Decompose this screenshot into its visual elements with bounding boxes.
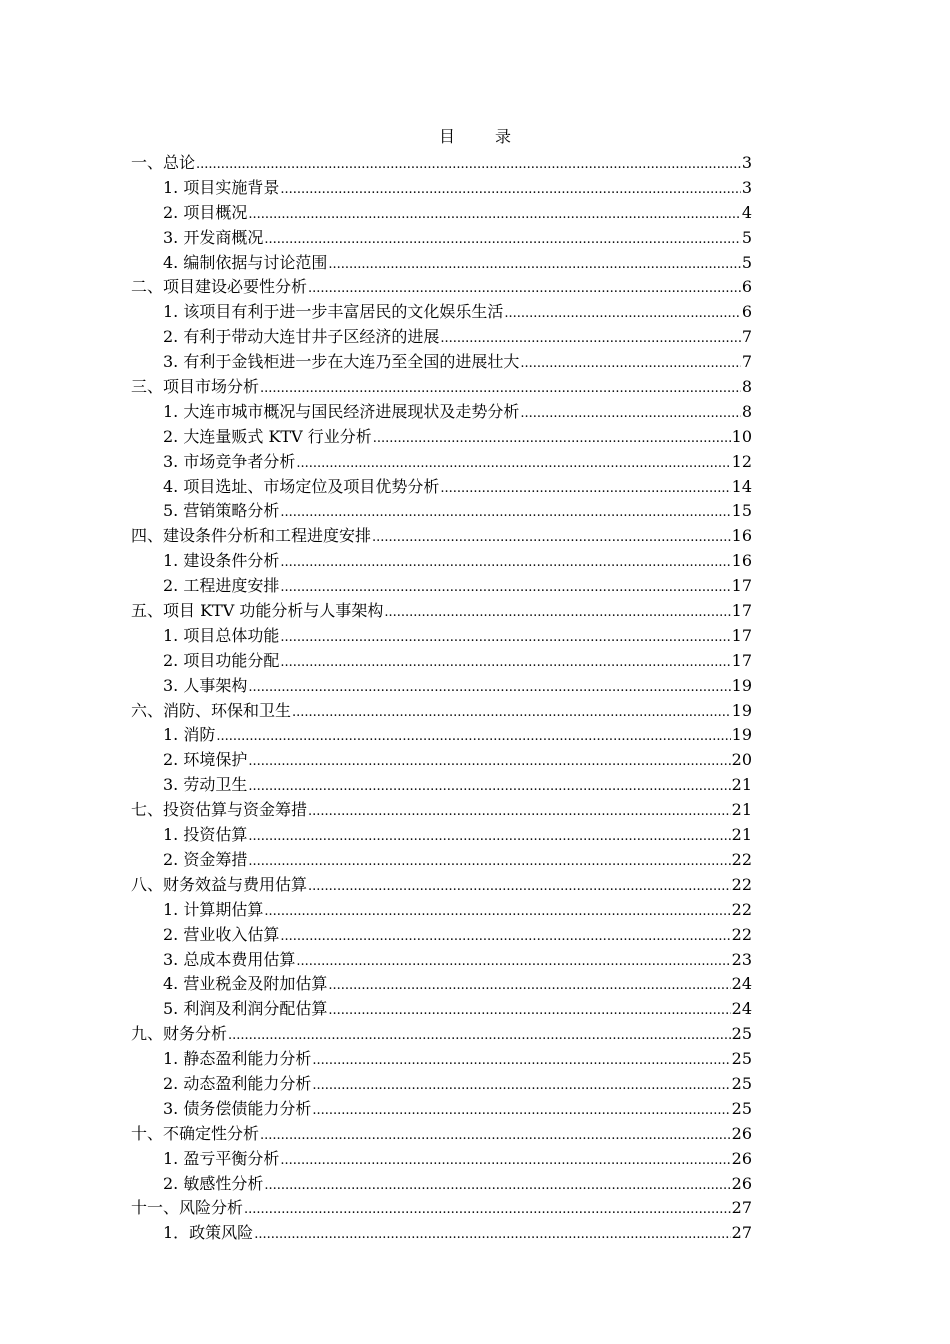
- toc-chapter-entry[interactable]: [0, 798, 752, 823]
- toc-page-number: 8: [741, 401, 752, 421]
- toc-page-number: 21: [731, 800, 752, 820]
- toc-leader-dots: [308, 275, 741, 302]
- toc-leader-dots: [328, 997, 730, 1024]
- toc-section-entry[interactable]: [0, 773, 752, 798]
- toc-section-entry[interactable]: [0, 450, 752, 475]
- toc-leader-dots: [280, 549, 730, 576]
- toc-page-number: 16: [731, 526, 752, 546]
- toc-page-number: 24: [731, 974, 752, 994]
- toc-leader-dots: [312, 1097, 730, 1124]
- toc-leader-dots: [440, 325, 740, 352]
- toc-page-number: 25: [731, 1024, 752, 1044]
- toc-leader-dots: [216, 723, 730, 750]
- toc-section-entry[interactable]: [0, 499, 752, 524]
- toc-entry-title: 3. 债务偿债能力分析: [163, 1098, 312, 1118]
- toc-leader-dots: [260, 375, 741, 402]
- toc-leader-dots: [228, 1022, 731, 1049]
- toc-entry-title: 一、总论: [131, 153, 196, 172]
- toc-entry-title: 3. 开发商概况: [163, 227, 264, 247]
- toc-page-number: 5: [741, 252, 752, 272]
- toc-page-number: 14: [731, 476, 752, 496]
- toc-section-entry[interactable]: [0, 1097, 752, 1122]
- toc-entry-title: 2. 动态盈利能力分析: [163, 1073, 312, 1093]
- toc-entry-title: 3. 市场竞争者分析: [163, 451, 296, 471]
- toc-leader-dots: [504, 300, 740, 327]
- toc-entry-title: 1．政策风险: [163, 1223, 254, 1243]
- toc-section-entry[interactable]: [0, 1147, 752, 1172]
- toc-entry-title: 七、投资估算与资金筹措: [131, 800, 308, 820]
- toc-leader-dots: [280, 1147, 730, 1174]
- toc-section-entry[interactable]: [0, 923, 752, 948]
- toc-page-number: 17: [731, 601, 752, 621]
- toc-page-number: 17: [731, 650, 752, 670]
- toc-leader-dots: [520, 350, 740, 377]
- toc-chapter-entry[interactable]: [0, 699, 752, 724]
- toc-list: [0, 151, 752, 1246]
- toc-page-number: 23: [731, 949, 752, 969]
- toc-section-entry[interactable]: [0, 201, 752, 226]
- toc-entry-title: 1. 建设条件分析: [163, 551, 280, 571]
- toc-page-number: 21: [731, 825, 752, 845]
- toc-leader-dots: [384, 599, 730, 626]
- toc-entry-title: 2. 有利于带动大连甘井子区经济的进展: [163, 327, 440, 347]
- toc-leader-dots: [248, 773, 730, 800]
- toc-chapter-entry[interactable]: [0, 873, 752, 898]
- toc-page-number: 8: [741, 377, 752, 397]
- toc-entry-title: 1. 盈亏平衡分析: [163, 1148, 280, 1168]
- toc-leader-dots: [292, 699, 731, 726]
- toc-page-number: 21: [731, 775, 752, 795]
- toc-entry-title: 2. 大连量贩式 KTV 行业分析: [163, 426, 372, 446]
- toc-section-entry[interactable]: [0, 549, 752, 574]
- toc-page-number: 6: [741, 277, 752, 297]
- toc-section-entry[interactable]: [0, 1172, 752, 1197]
- toc-page-number: 15: [731, 501, 752, 521]
- toc-page-number: 22: [731, 899, 752, 919]
- toc-entry-title: 三、项目市场分析: [131, 377, 260, 397]
- toc-page-number: 24: [731, 999, 752, 1019]
- toc-entry-title: 2. 环境保护: [163, 750, 248, 770]
- toc-section-entry[interactable]: [0, 624, 752, 649]
- toc-leader-dots: [280, 574, 730, 601]
- toc-leader-dots: [196, 151, 741, 178]
- toc-leader-dots: [520, 400, 740, 427]
- toc-entry-title: 3. 总成本费用估算: [163, 949, 296, 969]
- toc-entry-title: 1. 该项目有利于进一步丰富居民的文化娱乐生活: [163, 302, 504, 322]
- toc-entry-title: 4. 项目选址、市场定位及项目优势分析: [163, 476, 440, 496]
- toc-entry-title: 5. 营销策略分析: [163, 501, 280, 521]
- toc-section-entry[interactable]: [0, 300, 752, 325]
- toc-entry-title: 3. 有利于金钱柜进一步在大连乃至全国的进展壮大: [163, 352, 520, 372]
- toc-heading-left: 目: [438, 127, 455, 146]
- toc-page-number: 7: [741, 327, 752, 347]
- toc-heading-right: 录: [495, 127, 512, 146]
- toc-leader-dots: [328, 251, 740, 278]
- toc-leader-dots: [296, 450, 730, 477]
- toc-page-number: 16: [731, 551, 752, 571]
- toc-section-entry[interactable]: [0, 848, 752, 873]
- toc-entry-title: 十一、风险分析: [131, 1198, 244, 1218]
- toc-leader-dots: [312, 1072, 730, 1099]
- toc-page-number: 3: [741, 153, 752, 172]
- toc-leader-dots: [248, 848, 730, 875]
- toc-entry-title: 4. 营业税金及附加估算: [163, 974, 328, 994]
- toc-chapter-entry[interactable]: [0, 1122, 752, 1147]
- toc-section-entry[interactable]: [0, 649, 752, 674]
- toc-page-number: 6: [741, 302, 752, 322]
- toc-leader-dots: [280, 649, 730, 676]
- toc-entry-title: 2. 资金筹措: [163, 849, 248, 869]
- toc-entry-title: 1. 计算期估算: [163, 899, 264, 919]
- toc-page-number: 22: [731, 849, 752, 869]
- toc-entry-title: 3. 劳动卫生: [163, 775, 248, 795]
- toc-section-entry[interactable]: [0, 475, 752, 500]
- toc-leader-dots: [244, 1196, 731, 1223]
- toc-section-entry[interactable]: [0, 674, 752, 699]
- toc-leader-dots: [440, 475, 730, 502]
- toc-entry-title: 5. 利润及利润分配估算: [163, 999, 328, 1019]
- toc-leader-dots: [254, 1221, 730, 1248]
- toc-entry-title: 十、不确定性分析: [131, 1123, 260, 1143]
- toc-page-number: 25: [731, 1098, 752, 1118]
- toc-leader-dots: [328, 972, 730, 999]
- toc-page-number: 17: [731, 576, 752, 596]
- toc-entry-title: 四、建设条件分析和工程进度安排: [131, 526, 372, 546]
- toc-chapter-entry[interactable]: [0, 1022, 752, 1047]
- toc-entry-title: 2. 项目功能分配: [163, 650, 280, 670]
- toc-leader-dots: [372, 524, 731, 551]
- toc-page-number: 27: [731, 1198, 752, 1218]
- toc-entry-title: 二、项目建设必要性分析: [131, 277, 308, 297]
- toc-section-entry[interactable]: [0, 997, 752, 1022]
- toc-page-number: 7: [741, 352, 752, 372]
- toc-page-number: 26: [731, 1173, 752, 1193]
- toc-chapter-entry[interactable]: [0, 375, 752, 400]
- toc-leader-dots: [280, 923, 730, 950]
- toc-entry-title: 八、财务效益与费用估算: [131, 874, 308, 894]
- toc-page-number: 22: [731, 874, 752, 894]
- toc-entry-title: 2. 营业收入估算: [163, 924, 280, 944]
- toc-chapter-entry[interactable]: [0, 151, 752, 176]
- toc-chapter-entry[interactable]: [0, 1196, 752, 1221]
- toc-leader-dots: [264, 898, 730, 925]
- toc-page-number: 12: [731, 451, 752, 471]
- toc-page-number: 5: [741, 227, 752, 247]
- toc-section-entry[interactable]: [0, 176, 752, 201]
- toc-leader-dots: [280, 499, 730, 526]
- toc-section-entry[interactable]: [0, 425, 752, 450]
- toc-section-entry[interactable]: [0, 325, 752, 350]
- toc-page-number: 10: [731, 426, 752, 446]
- toc-section-entry[interactable]: [0, 226, 752, 251]
- toc-section-entry[interactable]: [0, 948, 752, 973]
- toc-leader-dots: [264, 226, 740, 253]
- toc-chapter-entry[interactable]: [0, 599, 752, 624]
- toc-section-entry[interactable]: [0, 400, 752, 425]
- toc-entry-title: 1. 静态盈利能力分析: [163, 1049, 312, 1069]
- toc-section-entry[interactable]: [0, 972, 752, 997]
- toc-leader-dots: [280, 624, 730, 651]
- toc-section-entry[interactable]: [0, 1221, 752, 1246]
- toc-leader-dots: [308, 798, 731, 825]
- toc-section-entry[interactable]: [0, 748, 752, 773]
- toc-leader-dots: [248, 748, 730, 775]
- toc-leader-dots: [264, 1172, 730, 1199]
- toc-page-number: 25: [731, 1073, 752, 1093]
- toc-section-entry[interactable]: [0, 1072, 752, 1097]
- toc-chapter-entry[interactable]: [0, 524, 752, 549]
- toc-page-number: 25: [731, 1049, 752, 1069]
- toc-section-entry[interactable]: [0, 251, 752, 276]
- toc-page-number: 19: [731, 700, 752, 720]
- toc-section-entry[interactable]: [0, 350, 752, 375]
- toc-heading: [0, 127, 950, 147]
- toc-leader-dots: [280, 176, 740, 203]
- toc-entry-title: 1. 项目总体功能: [163, 625, 280, 645]
- toc-page-number: 19: [731, 675, 752, 695]
- toc-leader-dots: [296, 948, 730, 975]
- toc-page-number: 4: [741, 202, 752, 222]
- toc-page-number: 3: [741, 177, 752, 197]
- toc-page-number: 17: [731, 625, 752, 645]
- toc-leader-dots: [248, 201, 740, 228]
- toc-entry-title: 2. 工程进度安排: [163, 576, 280, 596]
- toc-page-number: 26: [731, 1148, 752, 1168]
- toc-chapter-entry[interactable]: [0, 275, 752, 300]
- toc-entry-title: 2. 项目概况: [163, 202, 248, 222]
- toc-page-number: 22: [731, 924, 752, 944]
- toc-leader-dots: [248, 674, 730, 701]
- toc-section-entry[interactable]: [0, 823, 752, 848]
- toc-entry-title: 3. 人事架构: [163, 675, 248, 695]
- toc-leader-dots: [312, 1047, 730, 1074]
- toc-section-entry[interactable]: [0, 898, 752, 923]
- toc-leader-dots: [248, 823, 730, 850]
- toc-page-number: 27: [731, 1223, 752, 1243]
- toc-entry-title: 1. 投资估算: [163, 825, 248, 845]
- toc-entry-title: 1. 大连市城市概况与国民经济进展现状及走势分析: [163, 401, 520, 421]
- toc-entry-title: 五、项目 KTV 功能分析与人事架构: [131, 601, 384, 621]
- toc-leader-dots: [260, 1122, 731, 1149]
- toc-leader-dots: [373, 425, 731, 452]
- toc-section-entry[interactable]: [0, 1047, 752, 1072]
- toc-entry-title: 六、消防、环保和卫生: [131, 700, 292, 720]
- toc-entry-title: 2. 敏感性分析: [163, 1173, 264, 1193]
- toc-page-number: 20: [731, 750, 752, 770]
- toc-entry-title: 1. 项目实施背景: [163, 177, 280, 197]
- toc-page-number: 19: [731, 725, 752, 745]
- toc-entry-title: 1. 消防: [163, 725, 216, 745]
- toc-entry-title: 4. 编制依据与讨论范围: [163, 252, 328, 272]
- toc-section-entry[interactable]: [0, 723, 752, 748]
- toc-page-number: 26: [731, 1123, 752, 1143]
- toc-entry-title: 九、财务分析: [131, 1024, 228, 1044]
- toc-leader-dots: [308, 873, 731, 900]
- toc-section-entry[interactable]: [0, 574, 752, 599]
